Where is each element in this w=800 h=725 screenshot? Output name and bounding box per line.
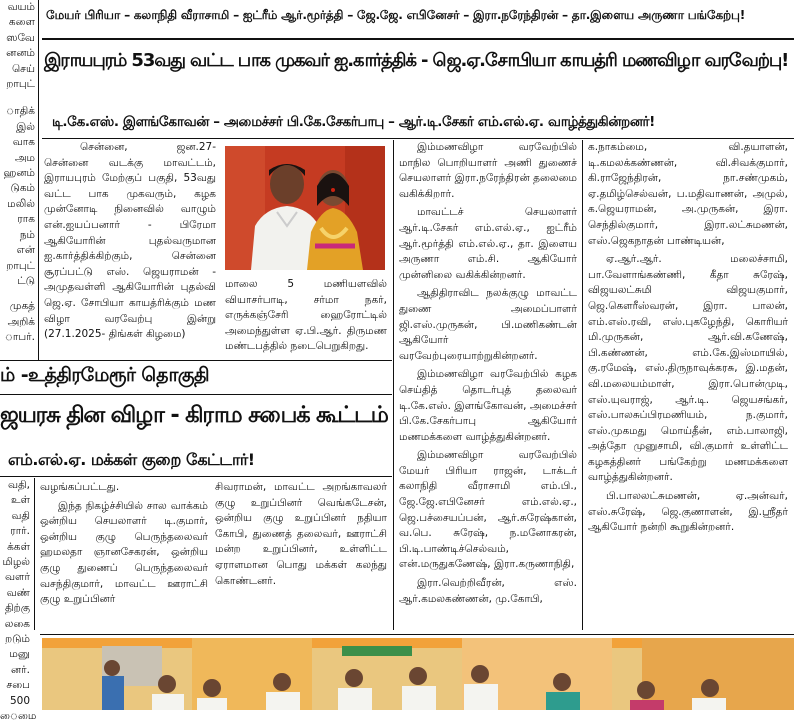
article-paragraph: இம்மணவிழா வரவேற்பில் மேயர் பிரியா ராஜன், டாக்டர் கலாநிதி வீராசாமி எம்.பி., ஜே.ஜே.எபினேசர் எம்.எல்.ஏ., ஜெ.பச்சையப்பன், ஆர்.சுரேஷ்கான், வ.பெ. சுரேஷ், ந.மனோகரன், பி.டி.பாண்டிச்செல்வம், என்.மருதுகணேஷ், இரா.கருணாநிதி, [399, 449, 577, 571]
article-paragraph: ஏ.ஆர்.ஆர். மலைச்சாமி, பா.வேளாங்கண்ணி, கீதா சுரேஷ், விஜயலட்சுமி விஜயகுமார், ஜெ.கௌரீஸ்வரன், இரா. பாலன், எம்.எஸ்.ரவி, எஸ்.புகழேந்தி, கொரியர் மி.முருகன், ஆர்.வி.கணேஷ், பி.கண்ணன், எம்.கே.இஸ்மாயில், கு.ரமேஷ், எஸ்.திருநாவுக்கரசு, இ.மதன், வி.மலையம்மாள், இரா.பொன்முடி, எஸ்.யுவராஜ், ஆர்.டி. ஜெயசங்கர், எஸ்.பாலசுப்பிரமணியம், ந.குமார், எஸ்.முகமது மொய்தீன், எம்.பாலாஜி, அத்தோ முனுசாமி, வி.குமார் உள்ளிட்ட கழகத்தினர் பங்கேற்று மணமக்களை வாழ்த்துகின்றனர். [588, 253, 788, 484]
article-paragraph: க.நாகம்மை, வி.தயாளன், டி.கமலக்கண்ணன், வி.சிவக்குமார், கி.ராஜேந்திரன், நா.சண்முகம், ஏ.தமிழ்செல்வன், ப.மதிவாணன், அமுல், க.ஜெயராமன், அ.முருகன், இரா. செந்தில்குமார், இரா.லட்சுமணன், எஸ்.ஜெகநாதன் பாண்டியன், [588, 141, 788, 247]
article-paragraph: இரா.வெற்றிவீரன், எஸ். ஆர்.கமலகண்ணன், மு.கோபி, [399, 577, 577, 605]
couple-photo [225, 146, 385, 270]
meeting-photo [42, 638, 794, 710]
divider [42, 38, 794, 40]
strip-line: ைமை [0, 710, 37, 723]
article-paragraph: சென்னை, ஜன.27- சென்னை வடக்கு மாவட்டம், இராயபுரம் மேற்குப் பகுதி, 53வது வட்ட பாக முகவரும், கழக முன்னோடி நினைவில் வாழும் என்.ஐயப்பனார் - பிரேமா ஆகியோரின் புதல்வருமான ஐ.கார்த்திக்கிற்கும், சென்னை சூரப்பட்டு எஸ். ஜெயராமன் - அமுதவள்ளி ஆகியோரின் புதல்வி ஜெ.ஏ. சோபியா காயத்ரிக்கும் மண விழா வரவேற்பு இன்று (27.1.2025- திங்கள் கிழமை) [44, 141, 216, 341]
strip-line: மனு [9, 648, 30, 661]
article-paragraph: இம்மணவிழா வரவேற்பில் மாநில பொறியாளர் அணி துணைச் செயலாளர் இரா.நரேந்திரன் தலைமை வகிக்கிறார். [399, 141, 577, 200]
strip-line: திற்கு [4, 602, 30, 615]
second-story-column-1 [40, 480, 208, 630]
sub-headline: டி.கே.எஸ். இளங்கோவன் – அமைச்சர் பி.கே.சேகர்பாபு – ஆர்.டி.சேகர் எம்.எல்.ஏ. வாழ்த்துகின்றனர்! [52, 114, 655, 130]
strip-line: ஸவே [6, 31, 35, 44]
article-paragraph: இம்மணவிழா வரவேற்பில் கழக செய்தித் தொடர்புத் தலைவர் டி.கே.எஸ். இளங்கோவன், அமைச்சர் பி.கே.சேகர்பாபு ஆகியோர் மணமக்களை வாழ்த்துகின்றனர். [399, 368, 577, 443]
strip-line: க்கள் [7, 540, 30, 553]
column-divider [393, 140, 394, 630]
second-story-kicker: ம் -உத்திரமேரூர் தொகுதி [0, 364, 209, 386]
strip-line: மிழல் [2, 556, 30, 569]
article-column-2 [399, 140, 577, 628]
strip-line: லகை [4, 617, 30, 630]
article-paragraph: இந்த நிகழ்ச்சியில் சால வாக்கம் ஒன்றிய செயலாளர் டி.குமார், ஒன்றிய குழு பெருந்தலைவர் ஹமலதா ஞானசேகரன், ஒன்றிய குழு துணைப் பெருந்தலைவர் வசந்திகுமார், மாவட்ட ஊராட்சி குழு உறுப்பினர் [40, 499, 208, 606]
strip-line: வண் [6, 586, 30, 599]
strip-line: வளர் [4, 571, 30, 584]
article-column-3 [588, 140, 788, 628]
second-story-column-2 [215, 480, 387, 630]
divider [0, 360, 392, 361]
strip-line [0, 289, 35, 299]
strip-line [0, 92, 35, 104]
names-strip: மேயர் பிரியா – கலாநிதி வீராசாமி – ஐட்ரீம் ஆர்.மூர்த்தி – ஜே.ஜே. எபினேசர் – இரா.நரேந்திரன் – தா.இளைய அருணா பங்கேற்பு! [46, 8, 746, 22]
strip-line: வாக [12, 136, 35, 149]
strip-line: றடும் [5, 633, 30, 646]
column-divider [38, 0, 39, 360]
article-paragraph: ஆதிதிராவிட நலக்குழு மாவட்ட துணை அமைப்பாளர் ஜி.எஸ்.முருகன், பி.மணிகண்டன் ஆகியோர் வரவேற்புரையாற்றுகின்றனர். [399, 287, 577, 362]
meeting-illustration [42, 638, 794, 710]
strip-line: என் [16, 244, 35, 257]
article-paragraph: சிவராமன், மாவட்ட அறங்காவலர் குழு உறுப்பினர் வெங்கடேசன், ஒன்றிய குழு உறுப்பினர் நதியா கோபி, துணைத் தலைவர், ஊராட்சி மன்ற உறுப்பினர், உள்ளிட்ட ஏராளமான பொது மக்கள் கலந்து கொண்டனர். [215, 481, 387, 587]
strip-line: உள் [10, 494, 30, 507]
strip-line: ட்டு [17, 274, 35, 287]
strip-line: முகத் [9, 300, 35, 313]
divider [42, 138, 794, 139]
strip-line: டுகம் [10, 182, 35, 195]
article-column-1 [44, 140, 216, 362]
second-story-subheadline: எம்.எல்.ஏ. மக்கள் குறை கேட்டார்! [8, 450, 255, 469]
strip-line: களை [8, 16, 35, 29]
strip-line: 500 [9, 694, 30, 707]
article-paragraph: மாவட்டச் செயலாளர் ஆர்.டி.சேகர் எம்.எல்.ஏ., ஐட்ரீம் ஆர்.மூர்த்தி எம்.எல்.ஏ., தா. இளைய அருணா எம்.சி. ஆகியோர் முன்னிலை வகிக்கின்றனர். [399, 206, 577, 281]
column-divider [34, 478, 35, 630]
strip-line: நம் [19, 228, 35, 241]
couple-illustration [225, 146, 385, 270]
strip-line: ராக [17, 213, 35, 226]
strip-line: இல் [16, 120, 35, 133]
strip-line: ஹனம் [3, 167, 35, 180]
strip-line: ரார். [10, 525, 30, 538]
main-headline: இராயபுரம் 53வது வட்ட பாக முகவர் ஐ.கார்த்திக் - ஜெ.ஏ.சோபியா காயத்ரி மணவிழா வரவேற்பு! [44, 50, 789, 71]
strip-line: ாதிக் [6, 105, 35, 118]
strip-line: சபை [6, 679, 30, 692]
strip-line: னனம் [6, 47, 35, 60]
column-divider [582, 140, 583, 630]
divider [0, 394, 392, 395]
strip-line: வதி, [8, 479, 30, 491]
strip-line: னர். [10, 663, 30, 676]
strip-line: றாபுட் [6, 78, 35, 91]
strip-line: செய் [12, 62, 35, 75]
strip-line: ாபர். [4, 331, 35, 344]
photo-caption [225, 277, 387, 361]
second-story-headline: ஜயரசு தின விழா - கிராம சபைக் கூட்டம் [0, 402, 388, 428]
article-paragraph: பி.பாலலட்சுமணன், ஏ.அன்வர், எஸ்.சுரேஷ், ஜெ.குணாளன், இ.ஸ்ரீதர் ஆகியோர் நன்றி கூறுகின்றனர். [588, 490, 788, 534]
article-paragraph: வழங்கப்பட்டது. [40, 481, 120, 493]
strip-line: அறிக் [7, 315, 35, 328]
strip-line: மலில் [7, 197, 35, 210]
caption-text: மாலை 5 மணியளவில் வியாசர்பாடி, சர்மா நகர், எருக்கஞ்சேரி ஹைரோட்டில் அமைந்துள்ள ஏ.பி.ஆர். திருமண மண்டபத்தில் நடைபெறுகிறது. [225, 278, 387, 353]
divider [0, 476, 392, 477]
strip-line: வயம் [7, 1, 35, 13]
strip-line: றாபுட் [6, 259, 35, 272]
strip-line: அம [14, 151, 35, 164]
divider [40, 634, 794, 635]
previous-article-strip-lower [0, 478, 37, 723]
strip-line: வதி [11, 509, 30, 522]
